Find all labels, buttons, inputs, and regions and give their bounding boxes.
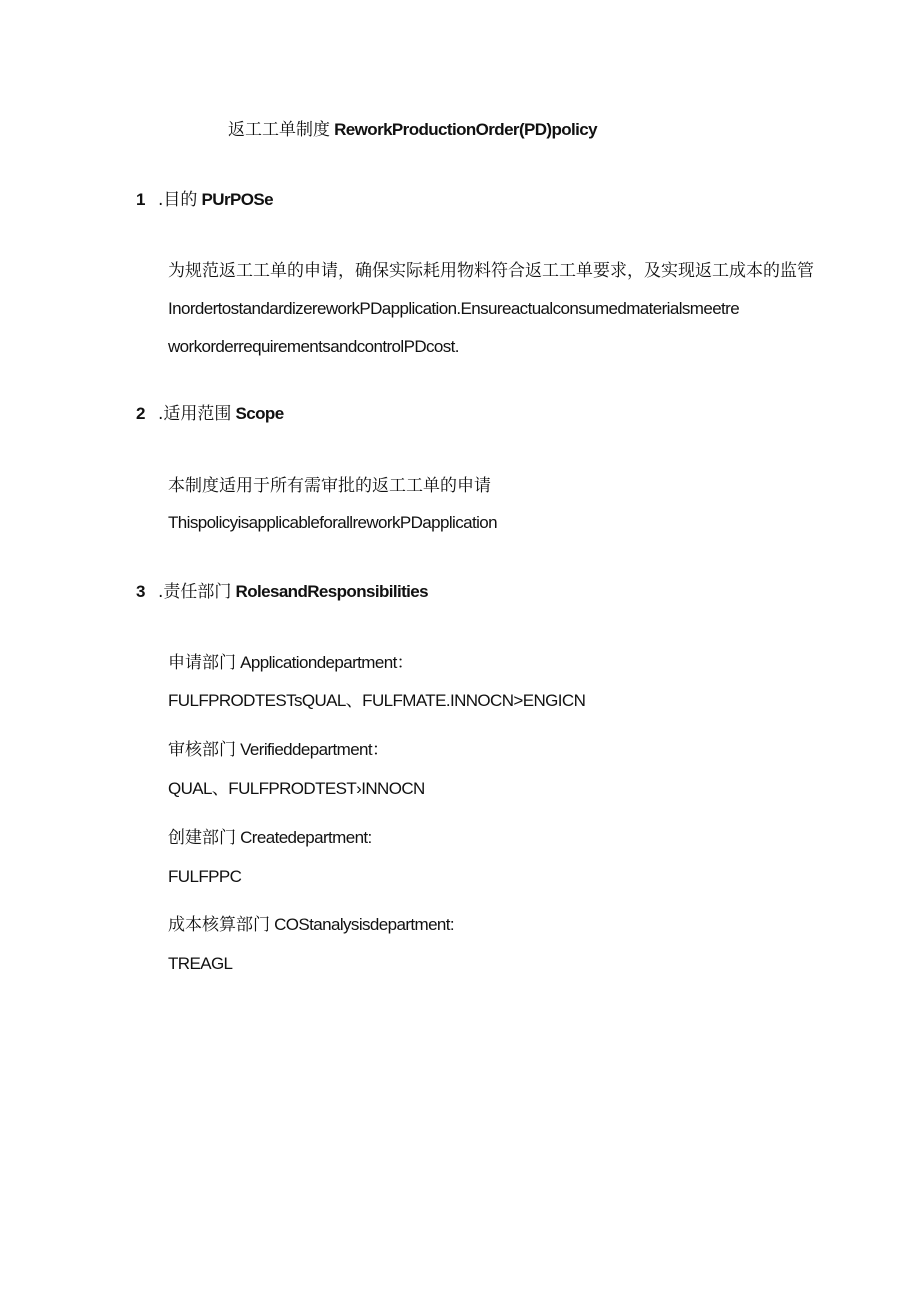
role-create-label-en: Createdepartment: [240,828,372,847]
section-2-line-cn: 本制度适用于所有需审批的返工工单的申请 [168,476,491,496]
section-1-line-cn: 为规范返工工单的申请，确保实际耗用物料符合返工工单要求，及实现返工成本的监管 [168,261,814,281]
role-create-label-cn: 创建部门 [168,828,236,848]
section-3-number: 3 [136,582,146,601]
document-title [228,119,597,141]
role-application-label [168,652,413,674]
section-1-line-en-1: InordertostandardizereworkPDapplication.Ensureactualconsumedmaterialsmeetre [168,299,740,318]
role-create-label [168,827,372,849]
role-verified-label-en: Verifieddepartment： [240,740,389,759]
section-3-heading-en: RolesandResponsibilities [235,582,429,601]
section-1-heading-cn: .目的 [158,190,198,210]
section-1-number: 1 [136,190,146,209]
role-cost-value: TREAGL [168,954,233,973]
section-3-heading [158,581,428,603]
section-2-heading [158,403,284,425]
section-1-line-en-2: workorderrequirementsandcontrolPDcost. [168,337,459,356]
title-en: ReworkProductionOrder(PD)policy [334,120,598,139]
section-1-heading [158,189,273,211]
role-application-label-en: Applicationdepartment： [240,653,414,672]
role-application-value: FULFPRODTESTsQUAL、FULFMATE.INNOCN>ENGICN [168,691,586,710]
title-cn: 返工工单制度 [228,120,330,140]
role-create-value: FULFPPC [168,867,242,886]
section-2-number: 2 [136,404,146,423]
role-verified-value: QUAL、FULFPRODTEST›INNOCN [168,779,425,798]
role-verified-label-cn: 审核部门 [168,740,236,760]
role-application-label-cn: 申请部门 [168,653,236,673]
section-2-heading-cn: .适用范围 [158,404,232,424]
role-cost-label-en: COStanalysisdepartment: [274,915,455,934]
section-2-heading-en: Scope [235,404,284,423]
section-1-heading-en: PUrPOSe [201,190,273,209]
section-3-heading-cn: .责任部门 [158,582,232,602]
section-2-line-en: ThispolicyisapplicableforallreworkPDapplication [168,513,497,532]
role-cost-label-cn: 成本核算部门 [168,915,270,935]
role-verified-label [168,739,388,761]
role-cost-label [168,914,454,936]
